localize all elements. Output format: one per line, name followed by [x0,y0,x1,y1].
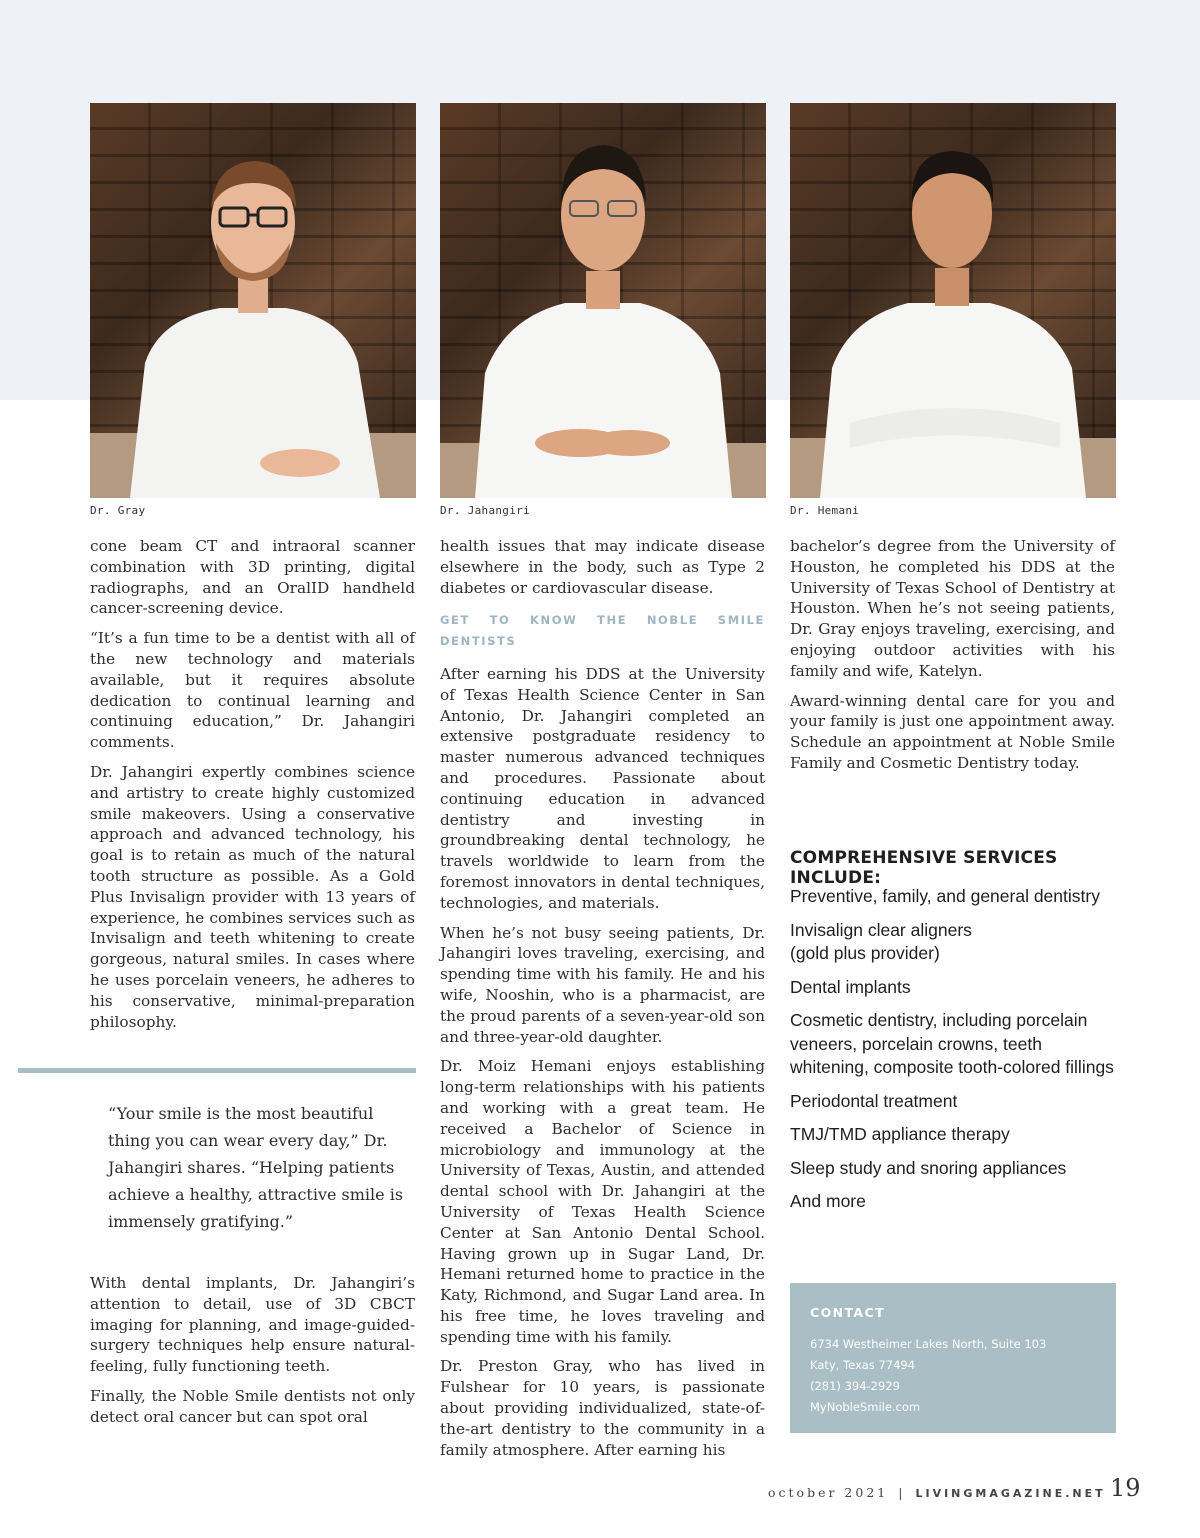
body-paragraph: Finally, the Noble Smile dentists not only detect oral cancer but can spot oral [90,1386,415,1426]
photo-caption-jahangiri: Dr. Jahangiri [440,504,530,517]
article-column-1-lower [90,1273,415,1437]
contact-phone[interactable]: (281) 394-2929 [810,1379,900,1393]
issue-date: october 2021 [768,1485,889,1500]
service-item: Sleep study and snoring appliances [790,1157,1067,1178]
article-column-1 [90,536,415,1041]
body-paragraph: When he’s not busy seeing patients, Dr. Jahangiri loves traveling, exercising, and spending time with his family. He and his wife, Nooshin, who is a pharmacist, are the proud parents of a seven-year-old son and three-year-old daughter. [440,923,765,1046]
service-item: Dental implants [790,976,911,997]
services-list [790,885,1120,1224]
portrait-photo-jahangiri [440,103,766,498]
service-item: And more [790,1191,866,1211]
photo-caption-gray: Dr. Gray [90,504,146,517]
service-item: TMJ/TMD appliance therapy [790,1124,1010,1144]
contact-address-line-1: 6734 Westheimer Lakes North, Suite 103 [810,1337,1047,1351]
body-paragraph: After earning his DDS at the University of Texas Health Science Center in San Antonio, Dr. Jahangiri completed an extensive postgraduate residency to master numerous advanced techniques and procedures. Passionate about continuing education in advanced dentistry and investing in groundbreaking dental technology, he travels worldwide to learn from the foremost innovators in dental techniques, technologies, and materials. [440,664,765,912]
contact-title: CONTACT [810,1305,885,1320]
portrait-photo-hemani [790,103,1116,498]
service-item: Preventive, family, and general dentistry [790,886,1100,906]
contact-box [790,1283,1116,1433]
contact-address-line-2: Katy, Texas 77494 [810,1358,916,1372]
body-paragraph: health issues that may indicate disease elsewhere in the body, such as Type 2 diabetes or cardiovascular disease. [440,537,765,597]
pull-quote-rule [18,1068,416,1073]
body-paragraph: Dr. Preston Gray, who has lived in Fulshear for 10 years, is passionate about providing individualized, state-of-the-art dentistry to the community in a family atmosphere. After earning his [440,1357,765,1459]
pull-quote: “Your smile is the most beautiful thing you can wear every day,” Dr. Jahangiri shares. “Helping patients achieve a healthy, attractive smile is immensely gratifying.” [108,1104,404,1231]
magazine-website-link[interactable]: LIVINGMAGAZINE.NET [915,1487,1106,1500]
body-paragraph: With dental implants, Dr. Jahangiri’s attention to detail, use of 3D CBCT imaging for planning, and image-guided-surgery techniques help ensure natural-feeling, fully functioning teeth. [90,1274,415,1376]
article-column-2 [440,536,765,1469]
service-item: Periodontal treatment [790,1090,958,1111]
contact-website-link[interactable]: MyNobleSmile.com [810,1400,921,1414]
service-item: (gold plus provider) [790,943,940,963]
section-subheading: GET TO KNOW THE NOBLE SMILE DENTISTS [440,613,765,649]
portrait-figure-jahangiri [440,103,766,498]
body-paragraph: “It’s a fun time to be a dentist with all of the new technology and materials available, but it requires absolute dedication to continual learning and continuing education,” Dr. Jahangiri comments. [90,629,415,752]
footer-separator: | [898,1485,906,1500]
body-paragraph: Award-winning dental care for you and your family is just one appointment away. Schedule an appointment at Noble Smile Family and Cosmetic Dentistry today. [790,691,1115,772]
portrait-figure-gray [90,103,416,498]
page-footer [768,1485,1106,1500]
service-item: Invisalign clear aligners [790,919,972,940]
portrait-figure-hemani [790,103,1116,498]
article-column-3 [790,536,1115,783]
body-paragraph: bachelor’s degree from the University of Houston, he completed his DDS at the University of Texas School of Dentistry at Houston. When he’s not seeing patients, Dr. Gray enjoys traveling, exercising, and enjoying outdoor activities with his family and wife, Katelyn. [790,537,1115,680]
portrait-photo-gray [90,103,416,498]
service-item: Cosmetic dentistry, including porcelain veneers, porcelain crowns, teeth whitening, composite tooth-colored fillings [790,1010,1114,1077]
body-paragraph: Dr. Moiz Hemani enjoys establishing long-term relationships with his patients and working with a great team. He received a Bachelor of Science in microbiology and immunology at the University of Texas, Austin, and attended dental school with Dr. Jahangiri at the University of Texas Health Science Center at San Antonio Dental School. Having grown up in Sugar Land, Dr. Hemani returned home to practice in the Katy, Richmond, and Sugar Land area. In his free time, he loves traveling and spending time with his family. [440,1057,765,1346]
body-paragraph: Dr. Jahangiri expertly combines science and artistry to create highly customized smile makeovers. Using a conservative approach and advanced technology, his goal is to retain as much of the natural tooth structure as possible. As a Gold Plus Invisalign provider with 13 years of experience, he combines services such as Invisalign and teeth whitening to create gorgeous, natural smiles. In cases where he uses porcelain veneers, he adheres to his conservative, minimal-preparation philosophy. [90,762,415,1031]
photo-caption-hemani: Dr. Hemani [790,504,860,517]
page-number: 19 [1110,1474,1141,1502]
services-heading: COMPREHENSIVE SERVICES INCLUDE: [790,848,1058,888]
body-paragraph: cone beam CT and intraoral scanner combination with 3D printing, digital radiographs, and an OralID handheld cancer-screening device. [90,537,415,618]
